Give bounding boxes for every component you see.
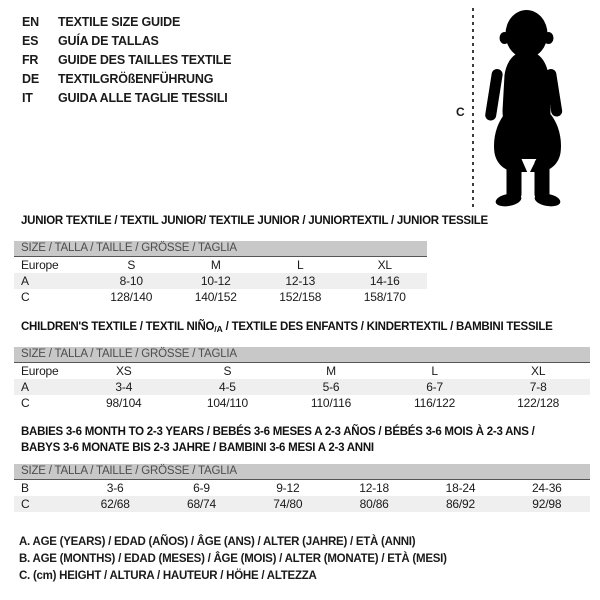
language-code: DE — [22, 72, 39, 86]
junior-section-title: JUNIOR TEXTILE / TEXTIL JUNIOR/ TEXTILE JUNIOR / JUNIORTEXTIL / JUNIOR TESSILE — [21, 215, 488, 227]
title-line-2: BABYS 3-6 MONATE BIS 2-3 JAHRE / BAMBINI 3-6 MESI A 2-3 ANNI — [21, 442, 374, 454]
babies-size-table — [14, 464, 590, 512]
row-label: B — [21, 481, 29, 495]
table-cell: 14-16 — [369, 274, 400, 288]
table-cell: 3-6 — [106, 481, 124, 495]
measure-c-label: C — [456, 105, 465, 119]
toddler-silhouette-image — [481, 9, 577, 209]
title-text: / TEXTILE DES ENFANTS / KINDERTEXTIL / BAMBINI TESSILE — [222, 321, 553, 333]
table-cell: 3-4 — [115, 380, 133, 394]
table-cell: 116/122 — [414, 396, 456, 410]
babies-section-title — [21, 424, 586, 456]
table-row — [14, 379, 590, 395]
table-row — [14, 479, 590, 496]
language-title-list — [22, 13, 231, 108]
language-code: EN — [22, 15, 39, 29]
table-cell: 6-7 — [426, 380, 443, 394]
list-item — [22, 89, 231, 108]
language-code: IT — [22, 91, 33, 105]
row-label: C — [21, 497, 30, 511]
table-cell: M — [210, 258, 221, 272]
table-cell: 98/104 — [106, 396, 142, 410]
title-subscript: /A — [214, 324, 223, 334]
table-cell: 6-9 — [193, 481, 210, 495]
table-cell: 12-18 — [359, 481, 389, 495]
table-cell: 74/80 — [273, 497, 303, 511]
table-cell: 9-12 — [276, 481, 300, 495]
list-item — [22, 32, 231, 51]
guide-title: TEXTILGRÖßENFÜHRUNG — [58, 72, 214, 86]
row-label: C — [21, 290, 30, 304]
table-cell: 128/140 — [110, 290, 153, 304]
row-label: C — [21, 396, 30, 410]
table-cell: S — [223, 364, 232, 378]
table-cell: 104/110 — [206, 396, 248, 410]
size-header-bar: SIZE / TALLA / TAILLE / GRÖSSE / TAGLIA — [14, 464, 590, 479]
table-cell: M — [326, 364, 336, 378]
size-header-bar: SIZE / TALLA / TAILLE / GRÖSSE / TAGLIA — [14, 241, 427, 256]
footnote-c: C. (cm) HEIGHT / ALTURA / HAUTEUR / HÖHE / ALTEZZA — [19, 570, 317, 582]
guide-title: GUIDA ALLE TAGLIE TESSILI — [58, 91, 228, 105]
table-cell: 12-13 — [285, 274, 316, 288]
table-cell: 8-10 — [119, 274, 143, 288]
table-row — [14, 273, 427, 289]
table-cell: 110/116 — [310, 396, 352, 410]
list-item — [22, 70, 231, 89]
list-item — [22, 13, 231, 32]
children-section-title — [21, 321, 586, 333]
row-label: A — [21, 380, 29, 394]
list-item — [22, 51, 231, 70]
row-label: A — [21, 274, 29, 288]
table-cell: 24-36 — [531, 481, 562, 495]
table-cell: XS — [115, 364, 132, 378]
table-cell: L — [297, 258, 304, 272]
table-cell: 7-8 — [529, 380, 547, 394]
language-code: FR — [22, 53, 39, 67]
table-cell: 68/74 — [186, 497, 216, 511]
table-cell: XL — [531, 364, 546, 378]
table-row — [14, 496, 590, 512]
table-cell: 158/170 — [363, 290, 406, 304]
measurement-footnotes — [19, 534, 447, 585]
row-label: Europe — [21, 364, 59, 378]
title-text: CHILDREN'S TEXTILE / TEXTIL NIÑO — [21, 321, 215, 333]
table-row — [14, 289, 427, 305]
table-row — [14, 362, 590, 379]
table-cell: 62/68 — [100, 497, 130, 511]
language-code: ES — [22, 34, 39, 48]
table-cell: 86/92 — [445, 497, 475, 511]
table-cell: 5-6 — [322, 380, 340, 394]
table-row — [14, 395, 590, 411]
table-row — [14, 256, 427, 273]
table-cell: 122/128 — [517, 396, 560, 410]
table-cell: 92/98 — [532, 497, 562, 511]
row-label: Europe — [21, 258, 59, 272]
table-cell: 18-24 — [445, 481, 476, 495]
guide-title: GUIDE DES TAILLES TEXTILE — [58, 53, 232, 67]
guide-title: TEXTILE SIZE GUIDE — [58, 15, 181, 29]
footnote-b: B. AGE (MONTHS) / EDAD (MESES) / ÂGE (MOIS) / ALTER (MONATE) / ETÀ (MESI) — [19, 553, 447, 565]
junior-size-table — [14, 241, 427, 305]
children-size-table — [14, 347, 590, 411]
height-measure-dotted-line — [472, 8, 474, 211]
table-cell: 140/152 — [194, 290, 237, 304]
guide-title: GUÍA DE TALLAS — [58, 34, 159, 48]
table-cell: S — [127, 258, 136, 272]
table-cell: XL — [377, 258, 392, 272]
footnote-a: A. AGE (YEARS) / EDAD (AÑOS) / ÂGE (ANS) / ALTER (JAHRE) / ETÀ (ANNI) — [19, 536, 416, 548]
table-cell: L — [431, 364, 438, 378]
size-header-bar: SIZE / TALLA / TAILLE / GRÖSSE / TAGLIA — [14, 347, 590, 362]
table-cell: 152/158 — [279, 290, 322, 304]
title-line-1: BABIES 3-6 MONTH TO 2-3 YEARS / BEBÉS 3-6 MESES A 2-3 AÑOS / BÉBÉS 3-6 MOIS À 2-3 ANS / — [21, 426, 535, 438]
table-cell: 4-5 — [219, 380, 236, 394]
table-cell: 10-12 — [200, 274, 231, 288]
table-cell: 80/86 — [359, 497, 389, 511]
